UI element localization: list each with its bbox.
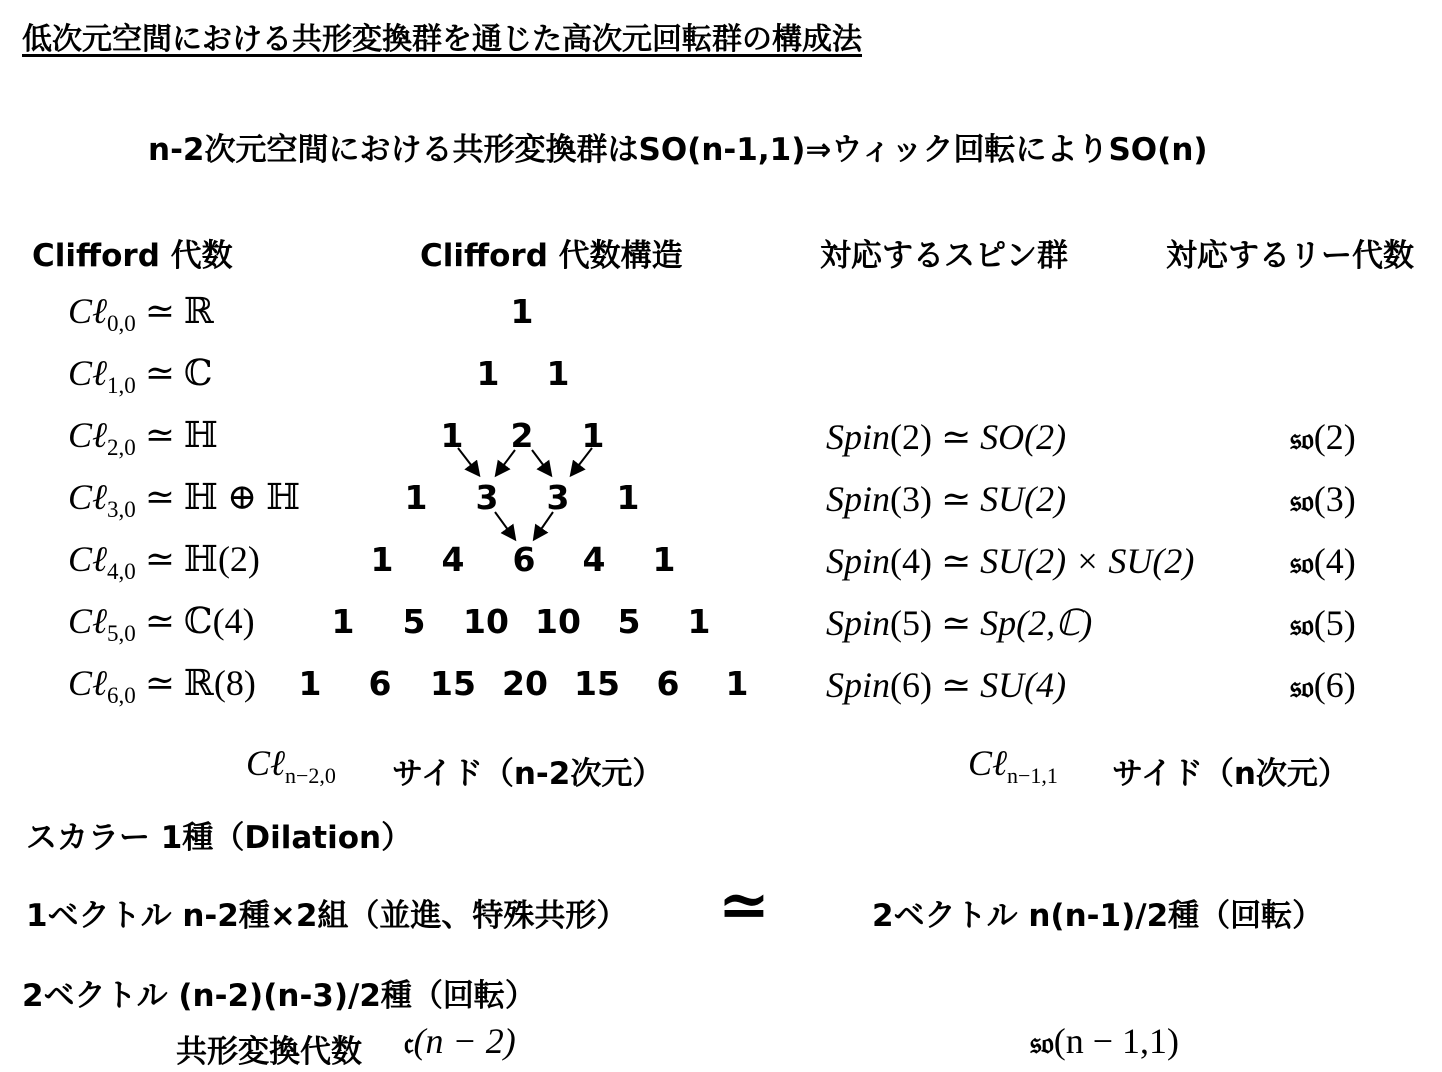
scalar-line: スカラー 1種（Dilation） <box>26 820 413 856</box>
left-side-algebra <box>246 742 336 789</box>
structure-number: 6 <box>656 664 680 703</box>
right-side-algebra <box>968 742 1058 789</box>
structure-number: 4 <box>441 540 465 579</box>
spin-name: Spin <box>826 541 891 581</box>
frak-so: 𝔰𝔬 <box>1290 546 1314 581</box>
spin-rhs: SU(2) × SU(2) <box>980 541 1195 581</box>
spin-arg: (2) ≃ <box>890 417 981 457</box>
bivector-left-line: 2ベクトル (n-2)(n-3)/2種（回転） <box>22 978 536 1014</box>
right-side-label: サイド（n次元） <box>1112 756 1349 792</box>
spin-arg: (3) ≃ <box>890 479 981 519</box>
structure-number: 4 <box>582 540 606 579</box>
structure-number: 10 <box>535 602 581 641</box>
structure-number: 1 <box>440 416 464 455</box>
cl-isomorphism: ≃ ℝ(8) <box>135 663 256 703</box>
frak-so: 𝔰𝔬 <box>1290 484 1314 519</box>
structure-number: 15 <box>574 664 620 703</box>
isomorphism-symbol: ≃ <box>718 872 770 940</box>
lie-arg: (3) <box>1313 479 1356 519</box>
cl-symbol: Cℓ <box>68 415 108 455</box>
cl-isomorphism: ≃ ℝ <box>135 291 214 331</box>
structure-number: 1 <box>370 540 394 579</box>
structure-number: 1 <box>652 540 676 579</box>
structure-number: 1 <box>331 602 355 641</box>
so-arg: (n − 1,1) <box>1053 1021 1180 1061</box>
structure-number: 3 <box>475 478 499 517</box>
cl-isomorphism: ≃ ℍ(2) <box>135 539 260 579</box>
cl-subscript: 2,0 <box>107 435 136 461</box>
cl-subscript: 1,0 <box>107 373 136 399</box>
bivector-right-line: 2ベクトル n(n-1)/2種（回転） <box>872 898 1324 934</box>
conformal-algebra-label: 共形変換代数 <box>176 1034 362 1070</box>
cl-symbol: Cℓ <box>246 743 286 783</box>
frak-c: 𝔠 <box>404 1026 414 1061</box>
structure-number: 1 <box>510 292 534 331</box>
lie-arg: (2) <box>1313 417 1356 457</box>
header-spin: 対応するスピン群 <box>820 238 1068 274</box>
arrow <box>495 512 514 538</box>
structure-number: 1 <box>725 664 749 703</box>
cl-symbol: Cℓ <box>68 539 108 579</box>
cl-isomorphism: ≃ ℍ ⊕ ℍ <box>135 477 301 517</box>
cl-symbol: Cℓ <box>968 743 1008 783</box>
arrow <box>535 512 553 538</box>
cl-symbol: Cℓ <box>68 477 108 517</box>
structure-number: 20 <box>502 664 548 703</box>
spin-rhs: SO(2) <box>980 417 1067 457</box>
spin-arg: (6) ≃ <box>890 665 981 705</box>
arrow <box>458 448 478 474</box>
frak-so: 𝔰𝔬 <box>1290 608 1314 643</box>
spin-arg: (4) ≃ <box>890 541 981 581</box>
structure-number: 3 <box>546 478 570 517</box>
header-clifford: Clifford 代数 <box>32 238 233 274</box>
cl-isomorphism: ≃ ℍ <box>135 415 218 455</box>
structure-number: 5 <box>402 602 426 641</box>
cl-symbol: Cℓ <box>68 601 108 641</box>
structure-number: 1 <box>581 416 605 455</box>
structure-number: 6 <box>512 540 536 579</box>
structure-number: 15 <box>430 664 476 703</box>
structure-number: 1 <box>298 664 322 703</box>
cl-symbol: Cℓ <box>68 663 108 703</box>
left-side-label: サイド（n-2次元） <box>392 756 664 792</box>
cl-subscript: 0,0 <box>107 311 136 337</box>
structure-number: 1 <box>404 478 428 517</box>
structure-number: 1 <box>616 478 640 517</box>
frak-so: 𝔰𝔬 <box>1290 670 1314 705</box>
frak-so: 𝔰𝔬 <box>1290 422 1314 457</box>
structure-number: 1 <box>546 354 570 393</box>
structure-number: 5 <box>617 602 641 641</box>
cl-subscript: 6,0 <box>107 683 136 709</box>
structure-number: 1 <box>687 602 711 641</box>
arrow <box>572 448 592 474</box>
spin-rhs: SU(2) <box>980 479 1067 519</box>
cl-subscript: 4,0 <box>107 559 136 585</box>
spin-rhs: Sp(2,ℂ) <box>980 603 1093 643</box>
conformal-algebra <box>404 1020 516 1062</box>
vector-line: 1ベクトル n-2種×2組（並進、特殊共形） <box>26 898 628 934</box>
page-title: 低次元空間における共形変換群を通じた高次元回転群の構成法 <box>22 22 862 57</box>
page-subtitle: n-2次元空間における共形変換群はSO(n-1,1)⇒ウィック回転によりSO(n) <box>148 132 1208 168</box>
spin-name: Spin <box>826 603 891 643</box>
cl-symbol: Cℓ <box>68 291 108 331</box>
structure-number: 1 <box>476 354 500 393</box>
cl-symbol: Cℓ <box>68 353 108 393</box>
spin-arg: (5) ≃ <box>890 603 981 643</box>
cl-subscript: 3,0 <box>107 497 136 523</box>
cl-isomorphism: ≃ ℂ <box>135 353 213 393</box>
lie-arg: (6) <box>1313 665 1356 705</box>
arrow <box>532 450 550 474</box>
structure-number: 2 <box>510 416 534 455</box>
conformal-arg: (n − 2) <box>413 1021 516 1061</box>
header-lie: 対応するリー代数 <box>1166 238 1414 274</box>
spin-rhs: SU(4) <box>980 665 1067 705</box>
spin-name: Spin <box>826 665 891 705</box>
arrow <box>497 450 515 474</box>
cl-subscript: 5,0 <box>107 621 136 647</box>
spin-name: Spin <box>826 479 891 519</box>
frak-so: 𝔰𝔬 <box>1030 1026 1054 1061</box>
structure-number: 6 <box>368 664 392 703</box>
cl-subscript: n−2,0 <box>285 763 336 789</box>
spin-name: Spin <box>826 417 891 457</box>
cl-subscript: n−1,1 <box>1007 763 1058 789</box>
lie-arg: (5) <box>1313 603 1356 643</box>
so-algebra <box>1030 1020 1179 1062</box>
structure-number: 10 <box>463 602 509 641</box>
header-structure: Clifford 代数構造 <box>420 238 683 274</box>
cl-isomorphism: ≃ ℂ(4) <box>135 601 255 641</box>
lie-arg: (4) <box>1313 541 1356 581</box>
